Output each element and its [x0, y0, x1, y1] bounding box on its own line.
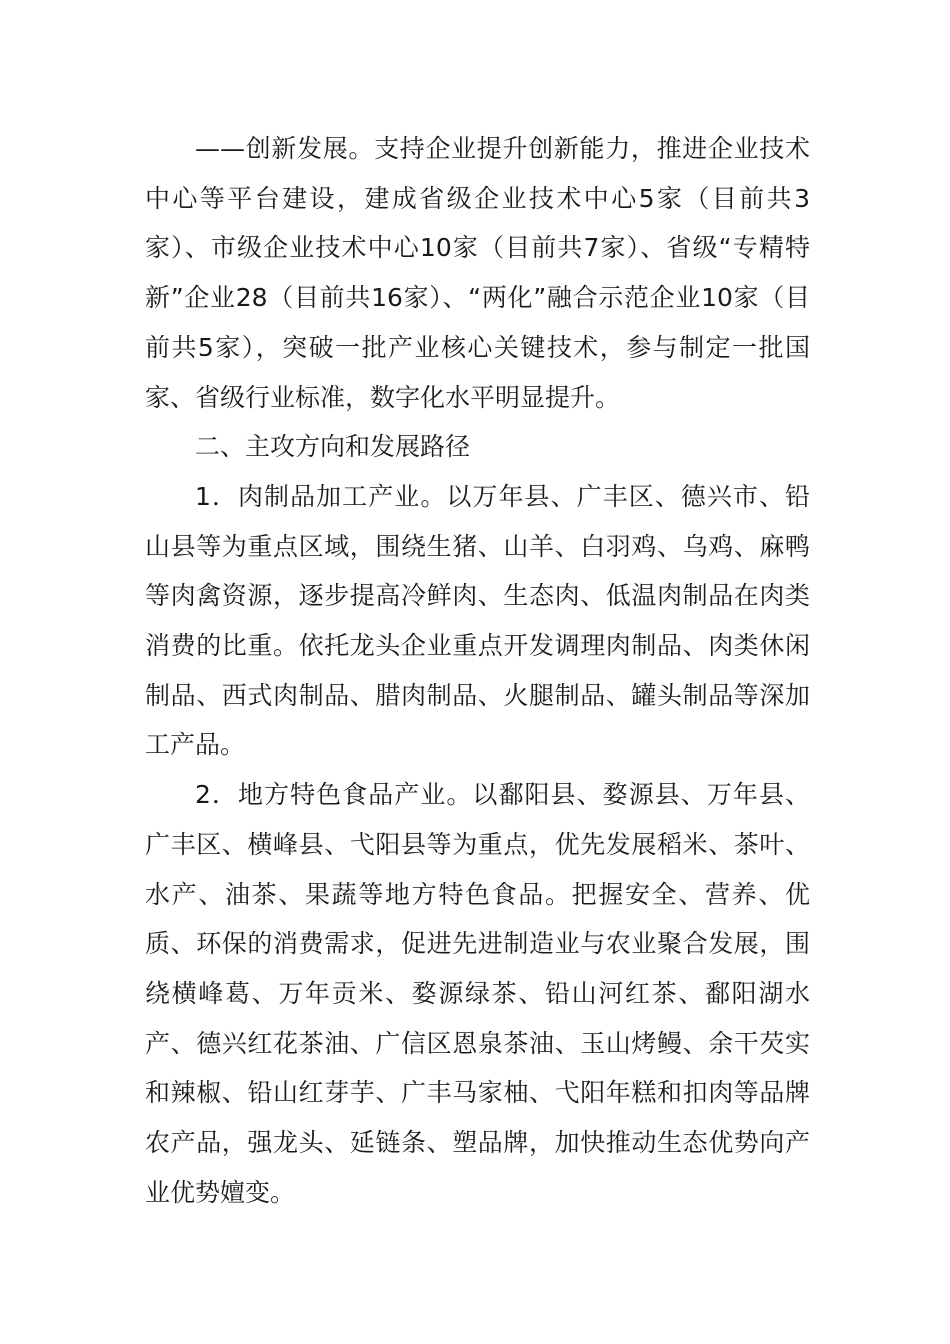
paragraph-innovation: ——创新发展。支持企业提升创新能力，推进企业技术中心等平台建设，建成省级企业技术中心5家（目前共3家）、市级企业技术中心10家（目前共7家）、省级“专精特新”企业28（目前共16家）、“两化”融合示范企业10家（目前共5家），突破一批产业核心关键技术，参与制定一批国家、省级行业标准，数字化水平明显提升。 — [145, 134, 810, 412]
paragraph-local-food-industry: 2．地方特色食品产业。以鄱阳县、婺源县、万年县、广丰区、横峰县、弋阳县等为重点，优先发展稻米、茶叶、水产、油茶、果蔬等地方特色食品。把握安全、营养、优质、环保的消费需求，促进先进制造业与农业聚合发展，围绕横峰葛、万年贡米、婺源绿茶、铅山河红茶、鄱阳湖水产、德兴红花茶油、广信区恩泉茶油、玉山烤鳗、余干芡实和辣椒、铅山红芽芋、广丰马家柚、弋阳年糕和扣肉等品牌农产品，强龙头、延链条、塑品牌，加快推动生态优势向产业优势嬗变。 — [145, 780, 810, 1207]
document-page — [145, 124, 810, 1217]
section-heading: 二、主攻方向和发展路径 — [195, 432, 471, 462]
paragraph-meat-industry: 1．肉制品加工产业。以万年县、广丰区、德兴市、铅山县等为重点区域，围绕生猪、山羊、白羽鸡、乌鸡、麻鸭等肉禽资源，逐步提高冷鲜肉、生态肉、低温肉制品在肉类消费的比重。依托龙头企业重点开发调理肉制品、肉类休闲制品、西式肉制品、腊肉制品、火腿制品、罐头制品等深加工产品。 — [145, 481, 810, 760]
